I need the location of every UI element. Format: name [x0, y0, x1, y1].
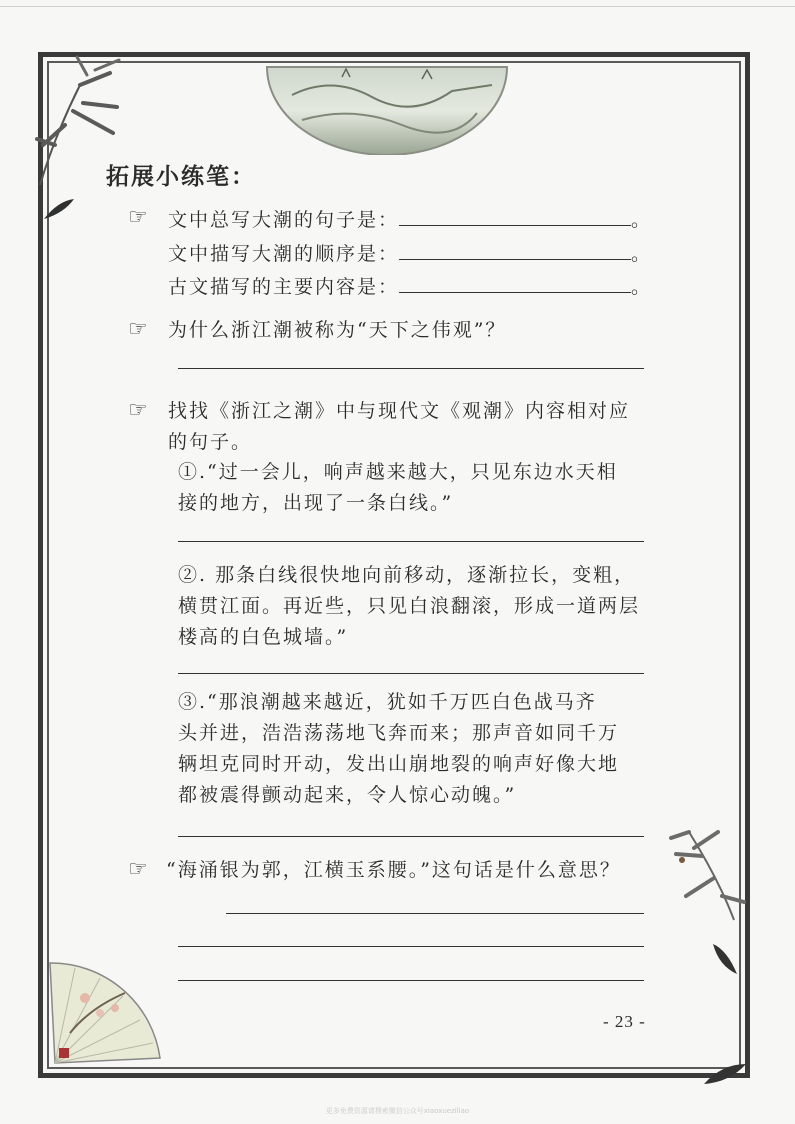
page-title: 拓展小练笔： — [106, 163, 256, 190]
q4-answer-line-1[interactable] — [226, 913, 644, 914]
q3-sentence-3-line-2: 头并进，浩浩荡荡地飞奔而来；那声音如同千万 — [178, 722, 620, 744]
q1-line-1-text: 文中总写大潮的句子是： — [168, 209, 400, 231]
q4-answer-line-2[interactable] — [178, 946, 644, 947]
q1-blank-2[interactable] — [399, 239, 631, 260]
q1-line-1 — [168, 205, 652, 233]
q3-answer-line-2[interactable] — [178, 673, 644, 674]
leaf-decoration — [40, 195, 80, 225]
q1-blank-3[interactable] — [399, 272, 631, 293]
q3-sentence-2-line-3: 楼高的白色城墙。” — [178, 626, 349, 648]
bamboo-decoration-right — [664, 820, 754, 930]
q3-line-2: 的句子。 — [168, 431, 253, 453]
landscape-fan-decoration — [262, 65, 512, 155]
q3-sentence-1-line-1: ①.“过一会儿，响声越来越大，只见东边水天相 — [178, 461, 618, 483]
folding-fan-decoration — [45, 948, 170, 1073]
q3-sentence-1-line-2: 接的地方，出现了一条白线。” — [178, 492, 454, 514]
q1-period-1: 。 — [631, 209, 653, 231]
pointing-hand-icon: ☞ — [128, 205, 148, 230]
q1-line-3-text: 古文描写的主要内容是： — [168, 276, 400, 298]
pointing-hand-icon: ☞ — [128, 857, 148, 882]
q2-text: 为什么浙江潮被称为“天下之伟观”？ — [168, 319, 507, 341]
q1-blank-1[interactable] — [399, 205, 631, 226]
footer-watermark: 更多免费资源请搜索微信公众号xiaoxueziliao — [325, 1107, 470, 1115]
q3-sentence-3-line-1: ③.“那浪潮越来越近，犹如千万匹白色战马齐 — [178, 691, 597, 713]
q4-answer-line-3[interactable] — [178, 980, 644, 981]
pointing-hand-icon: ☞ — [128, 398, 148, 423]
q2-answer-line[interactable] — [178, 368, 644, 369]
page-number: - 23 - — [603, 1012, 646, 1031]
pointing-hand-icon: ☞ — [128, 317, 148, 342]
q3-sentence-2-line-1: ②. 那条白线很快地向前移动，逐渐拉长，变粗， — [178, 564, 636, 586]
q3-sentence-3-line-3: 辆坦克同时开动，发出山崩地裂的响声好像大地 — [178, 753, 620, 775]
q3-answer-line-3[interactable] — [178, 836, 644, 837]
q1-period-2: 。 — [631, 243, 653, 265]
q1-line-2 — [168, 239, 652, 267]
top-rule — [0, 6, 795, 7]
q3-sentence-2-line-2: 横贯江面。再近些，只见白浪翻滚，形成一道两层 — [178, 595, 641, 617]
q3-answer-line-1[interactable] — [178, 541, 644, 542]
q3-line-1: 找找《浙江之潮》中与现代文《观潮》内容相对应 — [168, 400, 631, 422]
q1-line-3 — [168, 272, 652, 300]
leaf-decoration-bottom — [700, 1060, 750, 1090]
q3-sentence-3-line-4: 都被震得颤动起来，令人惊心动魄。” — [178, 784, 517, 806]
q4-text: “海涌银为郭，江横玉系腰。”这句话是什么意思？ — [166, 859, 621, 881]
q1-period-3: 。 — [631, 276, 653, 298]
q1-line-2-text: 文中描写大潮的顺序是： — [168, 243, 400, 265]
leaf-decoration-right — [707, 940, 747, 980]
